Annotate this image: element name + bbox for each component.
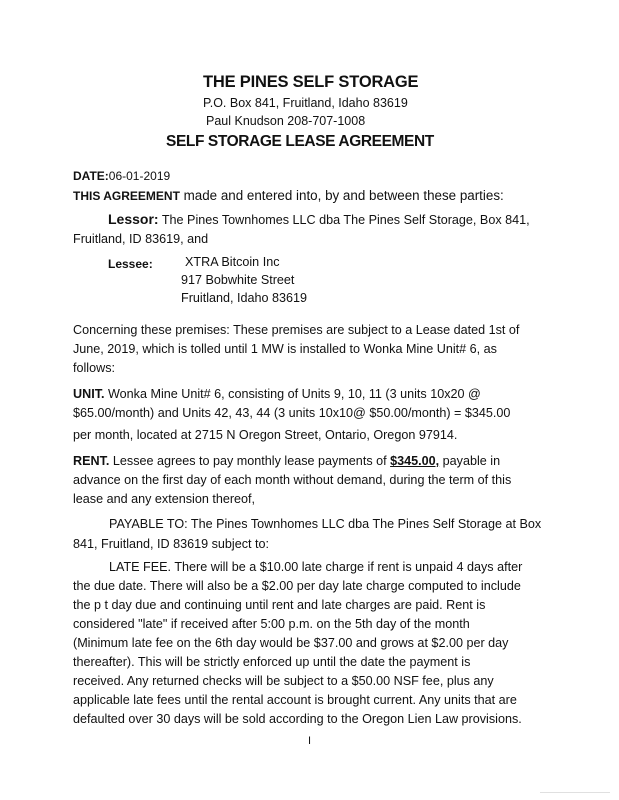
premises-paragraph [73,321,543,378]
late-fee-line-6: thereafter). This will be strictly enforced up until the date the payment is [73,655,471,669]
rent-line-3: lease and any extension thereof, [73,492,256,506]
late-fee-paragraph [73,558,553,729]
corner-divider [540,792,610,793]
late-fee-line-1: There will be a $10.00 late charge if rent is unpaid 4 days after [171,560,523,574]
lessee-name: XTRA Bitcoin Inc [185,255,280,269]
late-fee-label: LATE FEE. [109,560,172,574]
premises-line-1: Concerning these premises: These premises are subject to a Lease dated 1st of [73,323,520,337]
unit-label: UNIT. [73,387,105,401]
late-fee-line-5: (Minimum late fee on the 6th day would be $37.00 and grows at $2.00 per day [73,636,509,650]
agreement-line [73,186,504,206]
rent-amount: $345.00, [390,454,440,468]
company-name: THE PINES SELF STORAGE [203,73,419,91]
lessor-text-1: The Pines Townhomes LLC dba The Pines Self Storage, Box 841, [158,213,530,227]
rent-label: RENT. [73,454,110,468]
unit-paragraph [73,385,543,445]
late-fee-line-2: the due date. There will also be a $2.00 per day late charge computed to include [73,579,521,593]
unit-line-1: Wonka Mine Unit# 6, consisting of Units 9, 10, 11 (3 units 10x20 @ [104,387,481,401]
company-contact: Paul Knudson 208-707-1008 [206,114,366,128]
agreement-text: made and entered into, by and between these parties: [179,188,504,203]
lessee-city: Fruitland, Idaho 83619 [181,291,308,305]
unit-line-3: per month, located at 2715 N Oregon Street, Ontario, Oregon 97914. [73,428,458,442]
unit-line-2: $65.00/month) and Units 42, 43, 44 (3 units 10x10@ $50.00/month) = $345.00 [73,406,511,420]
lessor-label: Lessor: [108,211,159,227]
document-title: SELF STORAGE LEASE AGREEMENT [166,133,434,150]
late-fee-line-7: received. Any returned checks will be subject to a $50.00 NSF fee, plus any [73,674,494,688]
rent-line-2: advance on the first day of each month without demand, during the term of this [73,473,512,487]
company-address: P.O. Box 841, Fruitland, Idaho 83619 [203,96,408,110]
late-fee-line-4: considered "late" if received after 5:00 p.m. on the 5th day of the month [73,617,470,631]
rent-text-b: payable in [439,454,501,468]
lessor-line-2: Fruitland, ID 83619, and [73,232,209,246]
premises-line-3: follows: [73,361,115,375]
late-fee-line-9: defaulted over 30 days will be sold according to the Oregon Lien Law provisions. [73,712,522,726]
date-line [73,167,170,186]
lessee-street: 917 Bobwhite Street [181,273,295,287]
lessee-label: Lessee: [108,257,153,271]
agreement-label: THIS AGREEMENT [73,189,180,203]
page-number: I [308,735,312,747]
payable-line-1: PAYABLE TO: The Pines Townhomes LLC dba The Pines Self Storage at Box [109,517,542,531]
date-label: DATE: [73,169,109,183]
payable-line-2: 841, Fruitland, ID 83619 subject to: [73,537,270,551]
date-value: 06-01-2019 [108,169,171,183]
lessor-line-1 [108,210,530,230]
rent-paragraph [73,452,543,509]
premises-line-2: June, 2019, which is tolled until 1 MW is installed to Wonka Mine Unit# 6, as [73,342,497,356]
late-fee-line-3: the p t day due and continuing until rent and late charges are paid. Rent is [73,598,486,612]
late-fee-line-8: applicable late fees until the rental account is brought current. Any units that are [73,693,517,707]
rent-text-a: Lessee agrees to pay monthly lease payments of [109,454,391,468]
payable-paragraph [73,515,543,554]
